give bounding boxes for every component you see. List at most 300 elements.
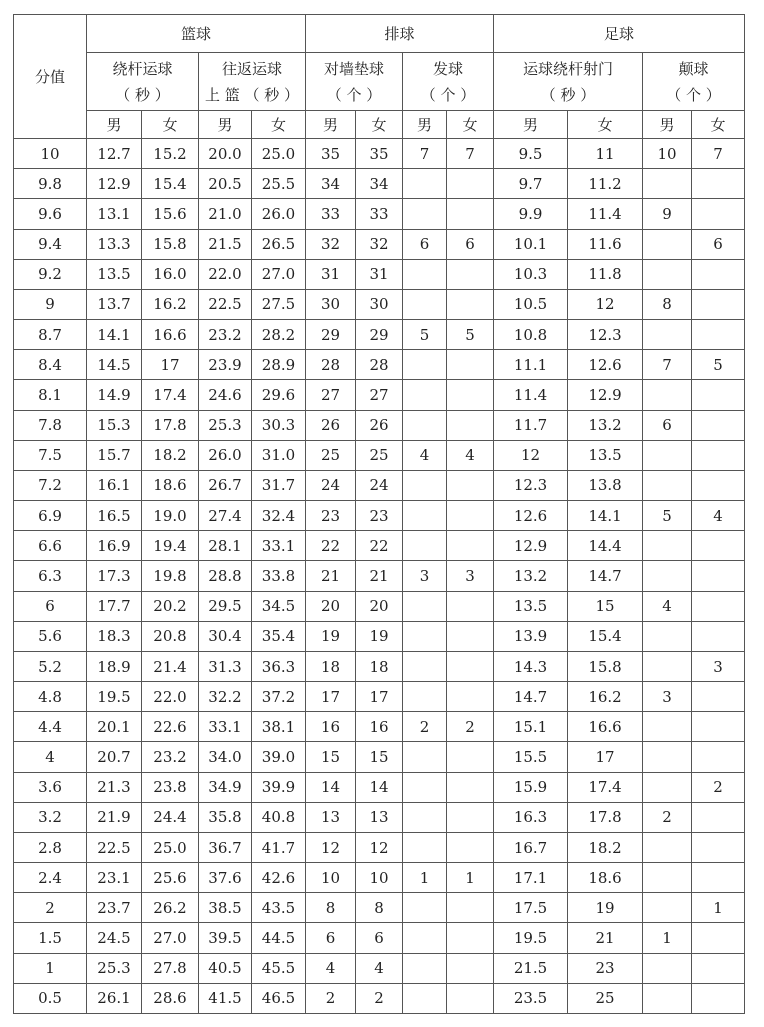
table-cell: 36.3 — [252, 651, 306, 681]
table-cell — [643, 953, 692, 983]
score-value-cell: 9.2 — [14, 259, 87, 289]
table-cell: 34 — [356, 169, 403, 199]
table-cell: 12 — [306, 832, 356, 862]
table-cell: 8 — [306, 893, 356, 923]
table-cell: 12.9 — [568, 380, 643, 410]
table-cell: 31 — [306, 259, 356, 289]
table-cell: 17.4 — [568, 772, 643, 802]
table-cell: 3 — [643, 682, 692, 712]
table-cell: 16 — [356, 712, 403, 742]
table-cell: 34.9 — [199, 772, 252, 802]
sport-header-football: 足球 — [494, 15, 745, 53]
table-cell: 6 — [356, 923, 403, 953]
table-cell: 28.1 — [199, 531, 252, 561]
table-cell — [447, 289, 494, 319]
table-row — [14, 621, 745, 651]
score-value-cell: 10 — [14, 139, 87, 169]
table-cell: 17.8 — [568, 802, 643, 832]
table-cell — [643, 470, 692, 500]
table-cell: 21.5 — [199, 229, 252, 259]
score-value-cell: 2.8 — [14, 832, 87, 862]
table-cell — [692, 832, 745, 862]
table-cell: 2 — [403, 712, 447, 742]
table-row — [14, 742, 745, 772]
table-cell: 25 — [306, 440, 356, 470]
table-cell: 21 — [356, 561, 403, 591]
table-cell: 26.7 — [199, 470, 252, 500]
item-unit: （ 秒 ） — [540, 85, 596, 104]
item-name: 绕杆运球 — [112, 59, 173, 78]
table-cell: 16.5 — [87, 501, 142, 531]
table-cell: 19 — [568, 893, 643, 923]
table-cell: 1 — [403, 863, 447, 893]
item-header-dribble-around-poles — [87, 53, 199, 111]
table-cell — [692, 531, 745, 561]
table-cell: 6 — [306, 923, 356, 953]
score-value-cell: 6 — [14, 591, 87, 621]
table-cell: 21 — [306, 561, 356, 591]
table-cell: 16.6 — [568, 712, 643, 742]
table-cell — [403, 380, 447, 410]
score-value-cell: 7.8 — [14, 410, 87, 440]
table-cell: 15 — [568, 591, 643, 621]
table-cell — [403, 742, 447, 772]
table-cell: 9.7 — [494, 169, 568, 199]
table-cell — [447, 682, 494, 712]
table-cell: 2 — [306, 983, 356, 1013]
table-cell: 14.3 — [494, 651, 568, 681]
table-cell: 1 — [447, 863, 494, 893]
table-cell: 10.1 — [494, 229, 568, 259]
table-cell: 11.4 — [568, 199, 643, 229]
table-cell: 17 — [142, 350, 199, 380]
table-cell — [692, 380, 745, 410]
table-cell — [447, 953, 494, 983]
table-cell — [692, 983, 745, 1013]
table-cell: 26 — [356, 410, 403, 440]
table-cell — [447, 531, 494, 561]
table-cell: 17.5 — [494, 893, 568, 923]
table-cell: 25.3 — [87, 953, 142, 983]
sex-header-female: 女 — [142, 111, 199, 139]
table-cell: 27.5 — [252, 289, 306, 319]
table-cell: 22.6 — [142, 712, 199, 742]
table-cell: 42.6 — [252, 863, 306, 893]
table-cell: 41.7 — [252, 832, 306, 862]
table-cell: 17.4 — [142, 380, 199, 410]
table-cell — [692, 863, 745, 893]
table-cell: 13.5 — [568, 440, 643, 470]
item-name: 运球绕杆射门 — [523, 59, 614, 78]
score-value-cell: 0.5 — [14, 983, 87, 1013]
table-row — [14, 863, 745, 893]
table-cell: 7 — [403, 139, 447, 169]
table-cell: 15.1 — [494, 712, 568, 742]
table-cell: 21.9 — [87, 802, 142, 832]
table-cell: 2 — [643, 802, 692, 832]
table-cell: 19.5 — [87, 682, 142, 712]
table-row — [14, 259, 745, 289]
table-cell: 27.0 — [252, 259, 306, 289]
table-cell: 45.5 — [252, 953, 306, 983]
table-cell: 12.9 — [87, 169, 142, 199]
table-cell — [643, 320, 692, 350]
table-cell: 10 — [306, 863, 356, 893]
table-cell: 23.9 — [199, 350, 252, 380]
table-cell — [403, 923, 447, 953]
table-cell: 35 — [356, 139, 403, 169]
table-row — [14, 380, 745, 410]
score-table — [13, 14, 745, 1014]
item-header-row — [14, 53, 745, 111]
table-cell: 32.2 — [199, 682, 252, 712]
table-cell: 13.3 — [87, 229, 142, 259]
table-cell — [403, 953, 447, 983]
table-cell: 18.3 — [87, 621, 142, 651]
table-cell — [447, 591, 494, 621]
item-header-dribble-layup — [199, 53, 306, 111]
item-header-juggling — [643, 53, 745, 111]
table-cell — [692, 712, 745, 742]
table-cell — [643, 983, 692, 1013]
score-value-cell: 6.6 — [14, 531, 87, 561]
table-cell: 28.9 — [252, 350, 306, 380]
table-cell: 29 — [306, 320, 356, 350]
table-cell: 5 — [643, 501, 692, 531]
table-cell: 38.1 — [252, 712, 306, 742]
item-unit: （ 个 ） — [666, 85, 721, 104]
table-cell: 18.9 — [87, 651, 142, 681]
table-cell — [692, 561, 745, 591]
table-cell: 10 — [356, 863, 403, 893]
table-cell: 23.8 — [142, 772, 199, 802]
table-cell — [403, 289, 447, 319]
sex-header-female: 女 — [252, 111, 306, 139]
table-cell — [643, 651, 692, 681]
table-cell: 34.0 — [199, 742, 252, 772]
table-cell: 34.5 — [252, 591, 306, 621]
score-value-cell: 9.8 — [14, 169, 87, 199]
table-cell: 9.9 — [494, 199, 568, 229]
table-cell: 13.5 — [87, 259, 142, 289]
table-cell: 31 — [356, 259, 403, 289]
sex-header-male: 男 — [494, 111, 568, 139]
table-cell: 19.8 — [142, 561, 199, 591]
table-cell: 21.3 — [87, 772, 142, 802]
table-cell: 44.5 — [252, 923, 306, 953]
table-cell: 31.0 — [252, 440, 306, 470]
table-cell: 1 — [643, 923, 692, 953]
table-cell — [643, 380, 692, 410]
table-cell: 12.6 — [568, 350, 643, 380]
score-value-cell: 2.4 — [14, 863, 87, 893]
table-cell: 27 — [356, 380, 403, 410]
table-cell: 12.3 — [568, 320, 643, 350]
sex-header-row — [14, 111, 745, 139]
table-cell: 12 — [494, 440, 568, 470]
table-cell — [643, 772, 692, 802]
table-cell: 20.1 — [87, 712, 142, 742]
table-cell — [403, 772, 447, 802]
table-cell: 11.8 — [568, 259, 643, 289]
table-row — [14, 772, 745, 802]
table-row — [14, 470, 745, 500]
table-cell: 27.4 — [199, 501, 252, 531]
item-unit: （ 个 ） — [326, 85, 382, 104]
table-cell: 5 — [692, 350, 745, 380]
table-cell — [403, 983, 447, 1013]
table-cell: 26 — [306, 410, 356, 440]
table-cell: 16.3 — [494, 802, 568, 832]
table-cell: 21.4 — [142, 651, 199, 681]
table-cell — [447, 893, 494, 923]
table-cell — [692, 169, 745, 199]
item-name: 往返运球 — [222, 59, 283, 78]
table-row — [14, 440, 745, 470]
table-cell: 23 — [568, 953, 643, 983]
table-cell: 16.0 — [142, 259, 199, 289]
table-cell — [643, 832, 692, 862]
sex-header-male: 男 — [199, 111, 252, 139]
table-cell: 14.1 — [568, 501, 643, 531]
table-cell: 12.9 — [494, 531, 568, 561]
table-cell: 12 — [568, 289, 643, 319]
table-cell — [447, 742, 494, 772]
table-cell: 20 — [306, 591, 356, 621]
table-cell: 30.4 — [199, 621, 252, 651]
item-name: 对墙垫球 — [324, 59, 385, 78]
score-value-cell: 9 — [14, 289, 87, 319]
table-cell: 15.2 — [142, 139, 199, 169]
table-cell: 35 — [306, 139, 356, 169]
table-cell: 15.7 — [87, 440, 142, 470]
sport-header-row — [14, 15, 745, 53]
score-value-cell: 8.7 — [14, 320, 87, 350]
table-cell: 24.6 — [199, 380, 252, 410]
sex-header-female: 女 — [692, 111, 745, 139]
table-cell: 25.6 — [142, 863, 199, 893]
table-cell: 17 — [568, 742, 643, 772]
sex-header-male: 男 — [403, 111, 447, 139]
sex-header-male: 男 — [87, 111, 142, 139]
table-cell — [403, 591, 447, 621]
table-cell: 11.2 — [568, 169, 643, 199]
sex-header-male: 男 — [643, 111, 692, 139]
table-row — [14, 139, 745, 169]
table-cell — [403, 350, 447, 380]
table-cell: 13.1 — [87, 199, 142, 229]
table-cell — [643, 169, 692, 199]
table-cell — [643, 229, 692, 259]
table-cell: 33.8 — [252, 561, 306, 591]
table-cell: 11 — [568, 139, 643, 169]
table-cell: 20.2 — [142, 591, 199, 621]
table-cell: 19.0 — [142, 501, 199, 531]
table-cell: 38.5 — [199, 893, 252, 923]
table-cell: 26.5 — [252, 229, 306, 259]
table-cell: 25.0 — [252, 139, 306, 169]
table-cell: 11.6 — [568, 229, 643, 259]
table-row — [14, 320, 745, 350]
table-cell: 4 — [306, 953, 356, 983]
table-cell: 14.7 — [568, 561, 643, 591]
table-cell: 8 — [643, 289, 692, 319]
sex-header-male: 男 — [306, 111, 356, 139]
table-cell — [403, 893, 447, 923]
table-cell: 25.3 — [199, 410, 252, 440]
table-cell: 30.3 — [252, 410, 306, 440]
score-header-cell — [14, 15, 87, 139]
table-cell: 33.1 — [252, 531, 306, 561]
table-cell: 22.5 — [199, 289, 252, 319]
item-unit: （ 秒 ） — [115, 85, 170, 104]
table-cell — [692, 742, 745, 772]
table-cell: 16.7 — [494, 832, 568, 862]
table-row — [14, 350, 745, 380]
score-value-cell: 6.3 — [14, 561, 87, 591]
table-cell: 24 — [306, 470, 356, 500]
table-cell: 27.8 — [142, 953, 199, 983]
table-cell: 16.9 — [87, 531, 142, 561]
table-cell — [643, 621, 692, 651]
table-cell: 20.5 — [199, 169, 252, 199]
table-cell: 22 — [306, 531, 356, 561]
table-cell: 17 — [306, 682, 356, 712]
table-cell: 4 — [692, 501, 745, 531]
table-cell: 27.0 — [142, 923, 199, 953]
table-row — [14, 953, 745, 983]
table-cell: 14.1 — [87, 320, 142, 350]
table-cell: 29.5 — [199, 591, 252, 621]
table-cell: 15.4 — [142, 169, 199, 199]
table-cell: 15.5 — [494, 742, 568, 772]
table-cell: 6 — [403, 229, 447, 259]
table-cell: 33 — [356, 199, 403, 229]
score-value-cell: 5.2 — [14, 651, 87, 681]
table-cell: 29.6 — [252, 380, 306, 410]
table-cell: 22.0 — [199, 259, 252, 289]
table-cell: 15 — [356, 742, 403, 772]
table-cell: 27 — [306, 380, 356, 410]
table-cell: 10.3 — [494, 259, 568, 289]
table-cell — [447, 832, 494, 862]
table-cell: 22.0 — [142, 682, 199, 712]
table-cell: 25 — [356, 440, 403, 470]
table-cell — [447, 350, 494, 380]
table-cell: 26.0 — [199, 440, 252, 470]
score-value-cell: 8.1 — [14, 380, 87, 410]
table-cell — [643, 259, 692, 289]
table-cell: 12.6 — [494, 501, 568, 531]
table-cell: 15.3 — [87, 410, 142, 440]
table-cell — [403, 621, 447, 651]
score-value-cell: 8.4 — [14, 350, 87, 380]
table-cell: 37.6 — [199, 863, 252, 893]
table-cell: 1 — [692, 893, 745, 923]
table-cell: 26.1 — [87, 983, 142, 1013]
table-cell: 13.8 — [568, 470, 643, 500]
table-cell: 16.6 — [142, 320, 199, 350]
table-cell: 43.5 — [252, 893, 306, 923]
table-cell: 13.2 — [568, 410, 643, 440]
sport-header-volleyball: 排球 — [306, 15, 494, 53]
table-row — [14, 832, 745, 862]
table-cell: 10 — [643, 139, 692, 169]
table-cell — [692, 470, 745, 500]
table-cell — [403, 199, 447, 229]
table-cell: 28.8 — [199, 561, 252, 591]
table-row — [14, 289, 745, 319]
item-unit: （ 个 ） — [420, 85, 476, 104]
table-cell: 7 — [447, 139, 494, 169]
table-cell: 33 — [306, 199, 356, 229]
score-value-cell: 6.9 — [14, 501, 87, 531]
table-cell — [643, 712, 692, 742]
table-cell — [643, 561, 692, 591]
table-cell — [403, 259, 447, 289]
table-cell: 9.5 — [494, 139, 568, 169]
table-cell — [403, 470, 447, 500]
table-cell — [643, 893, 692, 923]
table-row — [14, 802, 745, 832]
table-cell: 21.0 — [199, 199, 252, 229]
item-header-wall-pass — [306, 53, 403, 111]
table-cell: 26.2 — [142, 893, 199, 923]
table-cell — [403, 832, 447, 862]
table-cell: 3 — [403, 561, 447, 591]
table-cell: 25 — [568, 983, 643, 1013]
table-cell: 33.1 — [199, 712, 252, 742]
table-cell: 6 — [643, 410, 692, 440]
table-row — [14, 983, 745, 1013]
score-value-cell: 1 — [14, 953, 87, 983]
item-unit: 上 篮 （ 秒 ） — [204, 85, 300, 104]
table-cell — [447, 259, 494, 289]
table-cell — [447, 470, 494, 500]
table-cell: 18 — [306, 651, 356, 681]
table-cell: 14 — [356, 772, 403, 802]
table-cell: 14.9 — [87, 380, 142, 410]
table-row — [14, 651, 745, 681]
table-cell: 20.7 — [87, 742, 142, 772]
table-cell — [692, 199, 745, 229]
table-cell: 32.4 — [252, 501, 306, 531]
table-cell: 4 — [643, 591, 692, 621]
table-cell: 5 — [403, 320, 447, 350]
table-cell: 28.2 — [252, 320, 306, 350]
table-cell: 32 — [356, 229, 403, 259]
table-cell: 17.7 — [87, 591, 142, 621]
table-cell: 11.7 — [494, 410, 568, 440]
table-cell: 24.5 — [87, 923, 142, 953]
table-cell: 20.8 — [142, 621, 199, 651]
score-value-cell: 9.4 — [14, 229, 87, 259]
table-cell: 39.5 — [199, 923, 252, 953]
table-cell: 15.8 — [142, 229, 199, 259]
table-cell: 25.0 — [142, 832, 199, 862]
table-cell: 20 — [356, 591, 403, 621]
table-cell: 19 — [356, 621, 403, 651]
table-cell: 35.8 — [199, 802, 252, 832]
table-cell: 28.6 — [142, 983, 199, 1013]
table-cell: 9 — [643, 199, 692, 229]
sex-header-female: 女 — [568, 111, 643, 139]
table-cell: 12 — [356, 832, 403, 862]
score-table-body — [14, 139, 745, 1014]
table-cell — [447, 169, 494, 199]
table-cell — [447, 199, 494, 229]
table-cell — [447, 772, 494, 802]
